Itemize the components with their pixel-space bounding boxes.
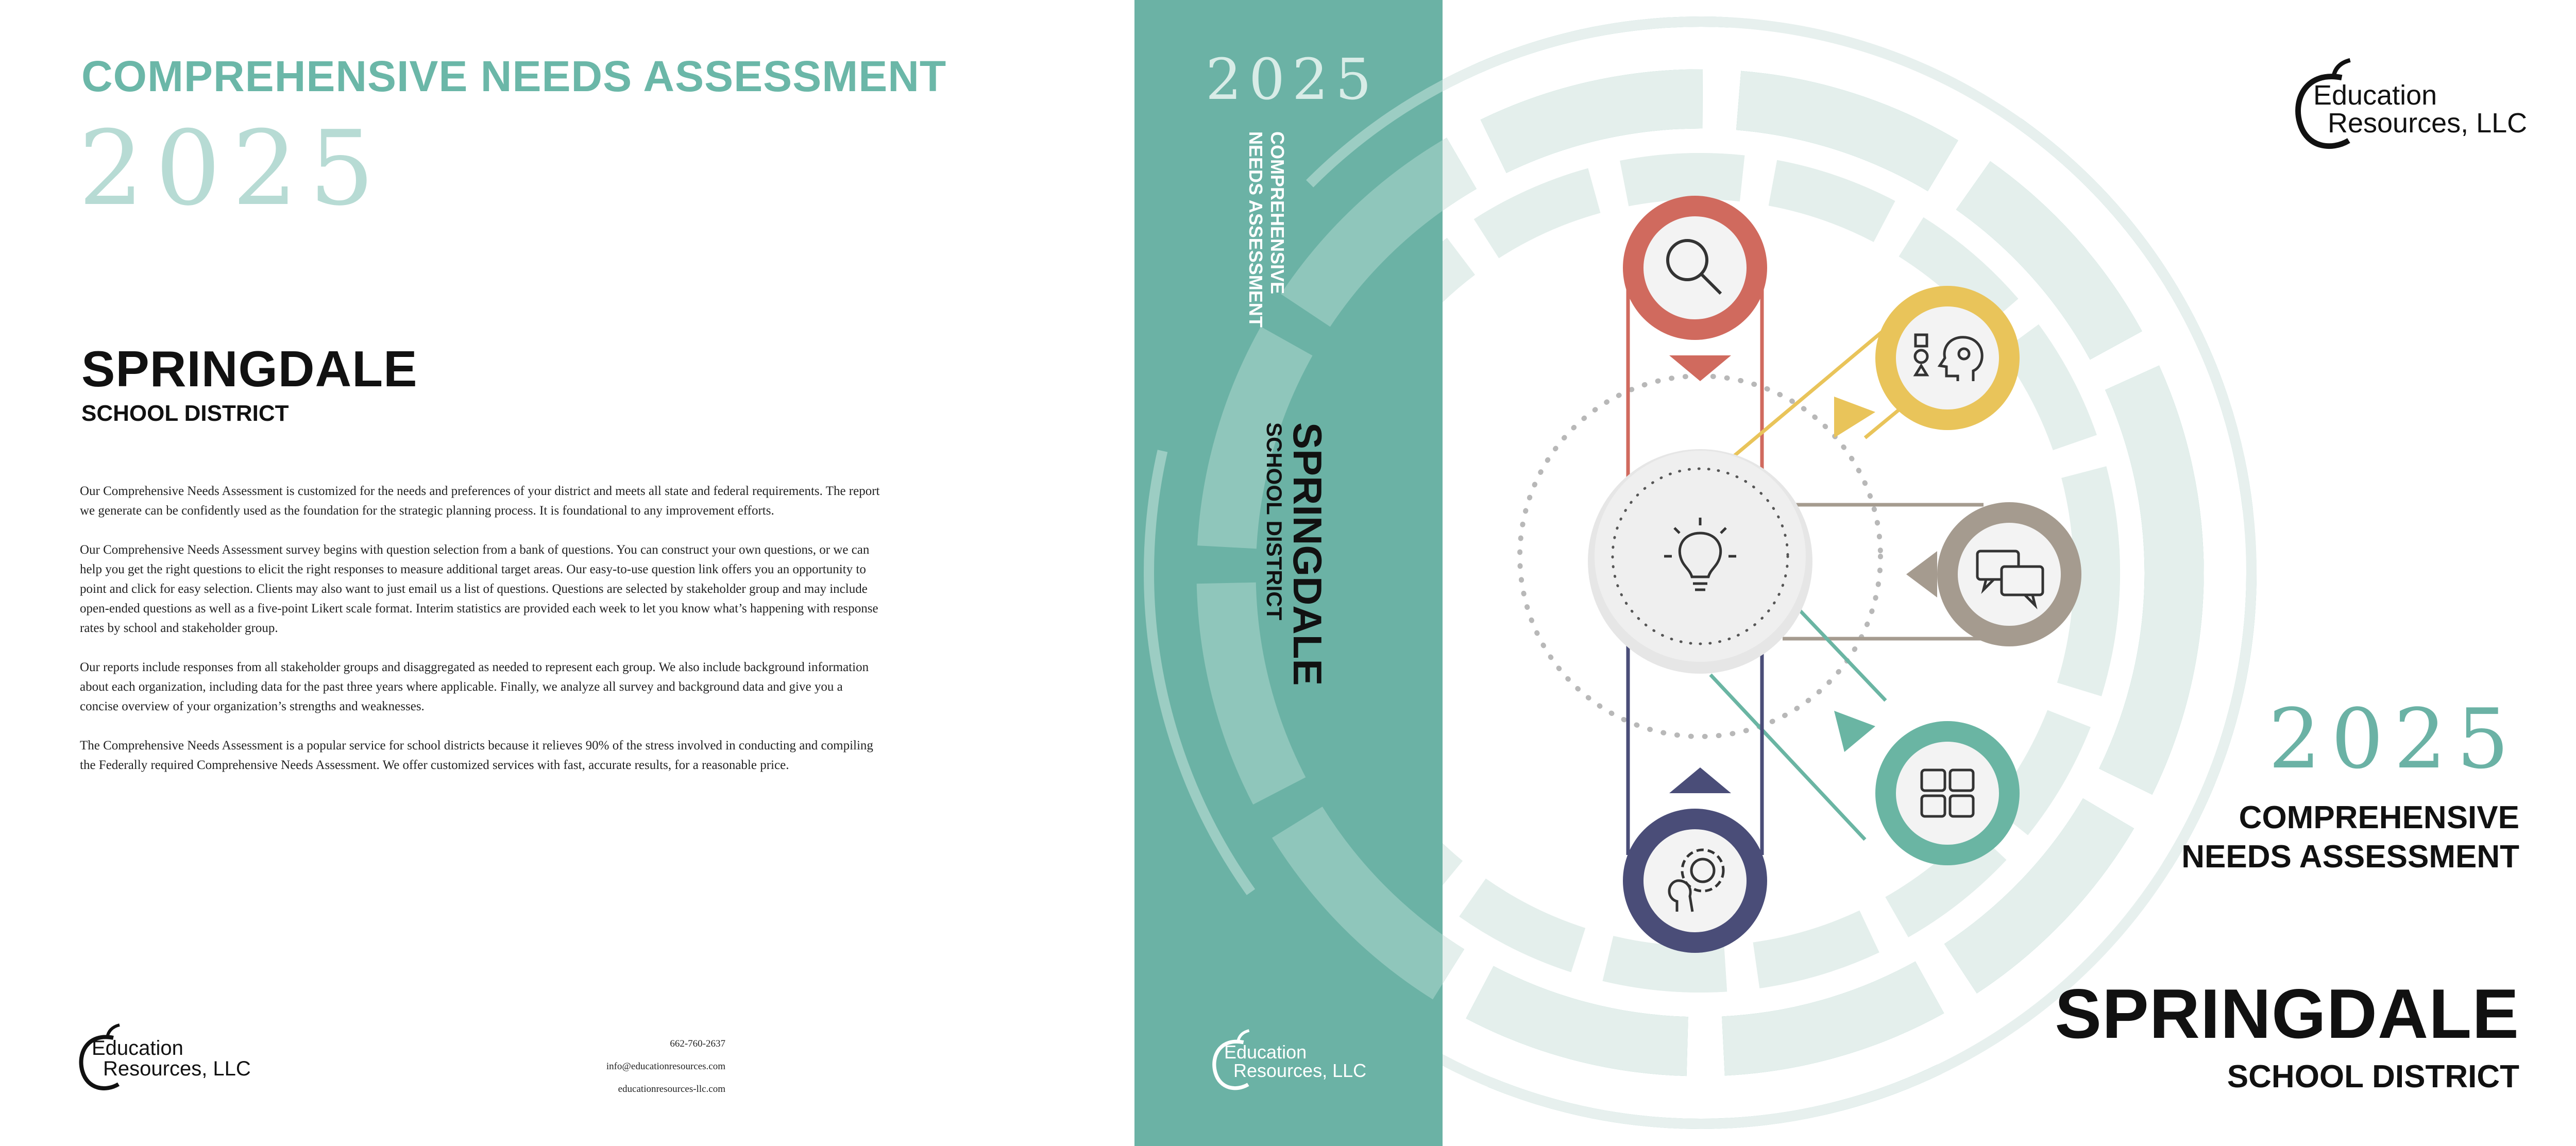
front-cover-district: SPRINGDALE bbox=[2055, 974, 2519, 1053]
back-cover-district-sub: SCHOOL DISTRICT bbox=[81, 401, 289, 426]
spine-district bbox=[1226, 422, 1329, 834]
logo-line2: Resources, LLC bbox=[2328, 108, 2528, 139]
logo-line1: Education bbox=[92, 1037, 183, 1059]
front-title-line1: COMPREHENSIVE bbox=[2239, 800, 2519, 835]
phone: 662-760-2637 bbox=[670, 1038, 725, 1049]
red-arrow bbox=[1669, 355, 1731, 381]
navy-arrow bbox=[1669, 767, 1731, 793]
paragraph: Our Comprehensive Needs Assessment survey begins with question selection from a bank of questions. You can construct your own questions, or we can help you get the right questions to elicit the right responses to measure additional target areas. Our easy-to-use question link offers you an opportunity to point and click for easy selection. Clients may also want to just email us a list of questions. Questions are selected by stakeholder group and may include open-ended questions as well as a five-point Likert scale format. Interim statistics are provided each week to let you know what’s happening with response rates by school and stakeholder group. bbox=[80, 543, 878, 635]
spine-district-sub: SCHOOL DISTRICT bbox=[1262, 422, 1286, 621]
center-node bbox=[1595, 451, 1806, 662]
spine-title-line1: COMPREHENSIVE bbox=[1267, 131, 1288, 295]
spine-logo bbox=[1211, 1028, 1376, 1094]
front-cover-district-sub: SCHOOL DISTRICT bbox=[2227, 1059, 2519, 1094]
website: educationresources-llc.com bbox=[618, 1084, 725, 1094]
front-cover-year: 2025 bbox=[2268, 691, 2519, 787]
taupe-arrow bbox=[1906, 551, 1937, 597]
paragraph: Our Comprehensive Needs Assessment is customized for the needs and preferences of your district and meets all state and federal requirements. The report we generate can be confidently used as the foundation for the strategic planning process. It is foundational to any improvement efforts. bbox=[80, 484, 880, 518]
front-cover-title bbox=[2181, 798, 2519, 877]
logo-line1: Education bbox=[2313, 80, 2437, 111]
logo-line2: Resources, LLC bbox=[103, 1057, 251, 1080]
logo-line2: Resources, LLC bbox=[1233, 1060, 1367, 1081]
email: info@educationresources.com bbox=[606, 1061, 725, 1072]
back-cover-district: SPRINGDALE bbox=[81, 340, 418, 397]
spine-district-name: SPRINGDALE bbox=[1285, 422, 1330, 686]
back-cover-year: 2025 bbox=[78, 109, 386, 229]
process-infographic bbox=[1494, 170, 2215, 994]
front-title-line2: NEEDS ASSESSMENT bbox=[2181, 839, 2519, 875]
spine-title-line2: NEEDS ASSESSMENT bbox=[1245, 131, 1266, 328]
teal-arrow bbox=[1834, 711, 1875, 752]
paragraph: The Comprehensive Needs Assessment is a popular service for school districts because it relieves 90% of the stress involved in conducting and compiling the Federally required Comprehensive Needs Assessment. We offer customized services with fast, accurate results, for a reasonable price. bbox=[80, 739, 873, 772]
logo-line1: Education bbox=[1224, 1041, 1307, 1063]
paragraph: Our reports include responses from all stakeholder groups and disaggregated as needed to represent each group. We also include background information about each organization, including data for the past three years where applicable. Finally, we analyze all survey and background data and give you a concise overview of your organization’s strengths and weaknesses. bbox=[80, 660, 869, 713]
yellow-arrow bbox=[1834, 397, 1875, 438]
back-cover-title: COMPREHENSIVE NEEDS ASSESSMENT bbox=[81, 52, 947, 100]
spine-year: 2025 bbox=[1206, 46, 1379, 112]
front-cover-logo bbox=[2293, 57, 2530, 155]
